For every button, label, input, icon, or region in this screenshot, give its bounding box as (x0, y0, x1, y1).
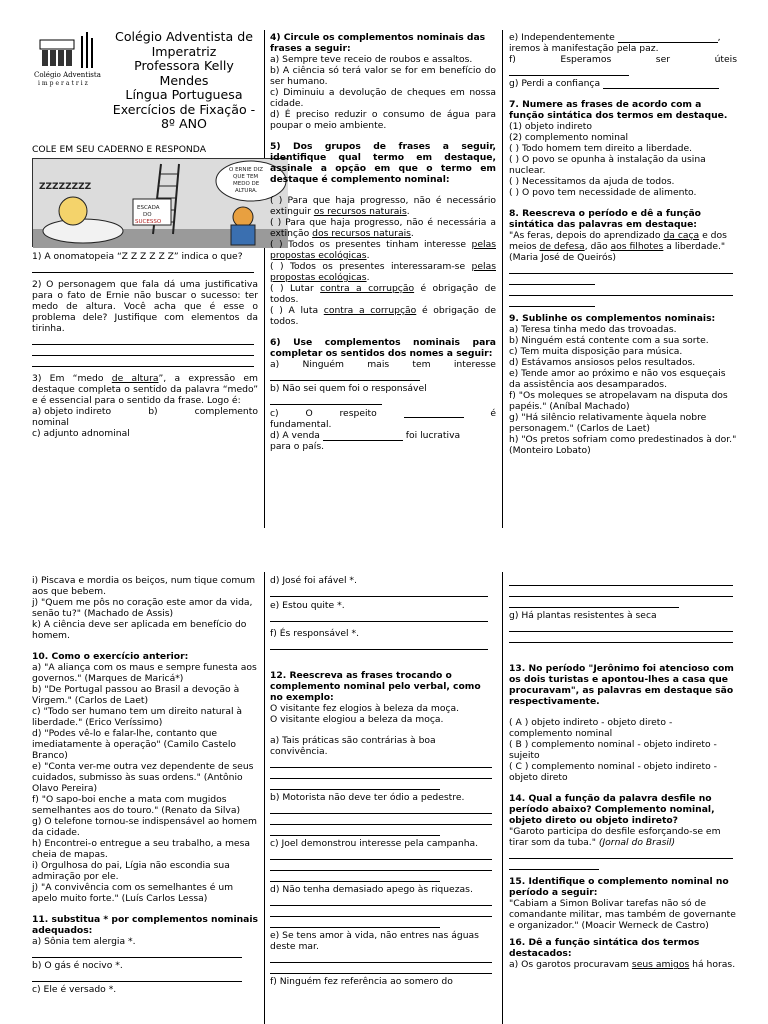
answer-blank[interactable] (509, 859, 599, 870)
question-10-item: g) O telefone tornou-se indispensável ao homem da cidade. (32, 816, 257, 838)
column-divider-top-1 (264, 30, 265, 528)
question-7-item[interactable]: ( ) Todo homem tem direito a liberdade. (509, 143, 693, 154)
question-13-option[interactable]: ( C ) complemento nominal - objeto indireto - objeto direto (509, 761, 717, 783)
answer-blank[interactable] (618, 33, 718, 43)
answer-line[interactable] (509, 586, 733, 597)
answer-line[interactable] (32, 334, 254, 345)
question-12-example: O visitante elogiou a beleza da moça. (270, 714, 444, 725)
answer-line[interactable] (32, 947, 242, 958)
item-e-cont: iremos à manifestação pela paz. (509, 43, 659, 54)
answer-line[interactable] (270, 757, 492, 768)
answer-blank[interactable] (270, 825, 440, 836)
school-header (32, 30, 258, 132)
question-3-options (32, 406, 258, 417)
option-a[interactable]: a) objeto indireto (32, 405, 112, 417)
answer-line[interactable] (270, 952, 492, 963)
column-top-right (509, 32, 737, 528)
question-10-item: j) "A convivência com os semelhantes é um apelo muito forte." (Luís Carlos Lessa) (32, 882, 234, 904)
question-10-item: b) "De Portugal passou ao Brasil a devoção à Virgem." (Carlos de Laet) (32, 684, 240, 706)
svg-text:Colégio Adventista: Colégio Adventista (34, 71, 101, 79)
answer-blank[interactable] (509, 274, 595, 285)
question-15-title: 15. Identifique o complemento nominal no período a seguir: (509, 876, 729, 898)
question-4-item: c) Diminuiu a devolução de cheques em nossa cidade. (270, 87, 496, 109)
question-9-item: d) Estávamos ansiosos pelos resultados. (509, 357, 696, 368)
question-7-item: (2) complemento nominal (509, 132, 629, 143)
question-5-option[interactable]: ( ) Para que haja progresso, não é necessário extinguir os recursos naturais. (270, 195, 496, 217)
item-g: g) Há plantas resistentes à seca (509, 610, 657, 621)
question-2: 2) O personagem que fala dá uma justificativa para o fato de Ernie não buscar o sucesso: ter medo de altura. Você acha que é esse o problema dele? Justifique com elementos da tirinha. (32, 278, 258, 334)
question-11-c: c) Ele é versado *. (32, 984, 117, 995)
question-10-title: 10. Como o exercício anterior: (32, 651, 189, 662)
question-6-b: b) Não sei quem foi o responsável (270, 383, 427, 394)
list-item: j) "Quem me pôs no coração este amor da vida, senão tu?" (Machado de Assis) (32, 597, 253, 619)
answer-blank[interactable] (270, 871, 440, 882)
item-e: e) Independentemente , (509, 32, 721, 43)
question-11-b: b) O gás é nocivo *. (32, 960, 123, 971)
question-7-item[interactable]: ( ) O povo tem necessidade de alimento. (509, 187, 697, 198)
answer-blank[interactable] (270, 394, 382, 405)
answer-line[interactable] (270, 860, 492, 871)
column-bottom-middle (270, 575, 496, 1024)
question-9-title: 9. Sublinhe os complementos nominais: (509, 313, 716, 324)
list-item: i) Piscava e mordia os beiços, num tique comum aos que bebem. (32, 575, 256, 597)
svg-text:QUE TEM: QUE TEM (233, 173, 259, 180)
question-1: 1) A onomatopeia “Z Z Z Z Z Z” indica o que? (32, 250, 243, 262)
answer-line[interactable] (270, 586, 488, 597)
question-6-d: d) A venda foi lucrativa (270, 430, 461, 441)
question-7-item: (1) objeto indireto (509, 121, 592, 132)
question-12-c: c) Joel demonstrou interesse pela campanha. (270, 838, 479, 849)
title-line: Exercícios de Fixação - (112, 101, 256, 117)
option-b-label[interactable]: b) (148, 405, 158, 417)
school-logo (32, 30, 108, 88)
question-4-title: 4) Circule os complementos nominais das frases a seguir: (270, 32, 486, 54)
question-13-option[interactable]: ( A ) objeto indireto - objeto direto - complemento nominal (509, 717, 673, 739)
question-6-d-cont: para o país. (270, 441, 325, 452)
question-7-item[interactable]: ( ) Necessitamos da ajuda de todos. (509, 176, 675, 187)
question-10-item: f) "O sapo-boi enche a mata com mugidos semelhantes aos do touro." (Renato da Silva) (32, 794, 241, 816)
svg-text:DO: DO (143, 211, 152, 218)
answer-line[interactable] (270, 849, 492, 860)
svg-text:O ERNIE DIZ: O ERNIE DIZ (229, 166, 263, 173)
question-10-item: a) "A aliança com os maus e sempre funesta aos governos." (Marques de Maricá*) (32, 662, 257, 684)
question-4-item: b) A ciência só terá valor se for em benefício do ser humano. (270, 65, 496, 87)
item-f: f) És responsável *. (270, 628, 360, 639)
svg-text:imperatriz: imperatriz (38, 80, 90, 87)
option-b-text: complemento (194, 405, 258, 417)
answer-line[interactable] (270, 611, 488, 622)
title-line: Mendes (159, 72, 209, 88)
column-divider-bottom-1 (264, 572, 265, 1024)
answer-line[interactable] (509, 632, 733, 643)
question-9-item: c) Tem muita disposição para música. (509, 346, 683, 357)
question-6-title: 6) Use complementos nominais para completar os sentidos dos nomes a seguir: (270, 337, 496, 359)
question-5-option[interactable]: ( ) Todos os presentes tinham interesse pelas propostas ecológicas. (270, 239, 496, 261)
column-top-left (32, 29, 263, 530)
question-12-d: d) Não tenha demasiado apego às riquezas. (270, 884, 473, 895)
title-line: Colégio Adventista de (115, 29, 253, 44)
question-6-c-cont: fundamental. (270, 419, 332, 430)
option-c[interactable]: c) adjunto adnominal (32, 427, 130, 439)
question-10-item: d) "Podes vê-lo e falar-lhe, contanto que imediatamente à operação" (Camilo Castelo Branco) (32, 728, 237, 761)
question-4-item: a) Sempre teve receio de roubos e assaltos. (270, 54, 473, 65)
answer-line[interactable] (509, 285, 733, 296)
question-12-b: b) Motorista não deve ter ódio a pedestre. (270, 792, 465, 803)
item-f: f) Esperamos ser úteis (509, 54, 737, 65)
answer-line[interactable] (509, 575, 733, 586)
title-line: Professora Kelly (134, 58, 234, 73)
title-line: Língua Portuguesa (125, 87, 243, 102)
question-16-a: a) Os garotos procuravam seus amigos há horas. (509, 959, 736, 970)
question-8-title: 8. Reescreva o período e dê a função sintática das palavras em destaque: (509, 208, 701, 230)
question-10-item: e) "Conta ver-me outra vez dependente de seus cuidados, submisso às suas ordens." (Antônio Olavo Pereira) (32, 761, 254, 794)
option-b-cont: nominal (32, 416, 69, 428)
column-top-middle (270, 32, 496, 528)
question-7-title: 7. Numere as frases de acordo com a função sintática dos termos em destaque. (509, 99, 728, 121)
list-item: k) A ciência deve ser aplicada em benefício do homem. (32, 619, 247, 641)
answer-line[interactable] (509, 848, 733, 859)
svg-text:ZZZZZZZZ: ZZZZZZZZ (39, 181, 92, 192)
question-6-a: a) Ninguém mais tem interesse (270, 359, 496, 370)
answer-blank[interactable] (323, 431, 403, 441)
answer-line[interactable] (270, 895, 492, 906)
answer-line[interactable] (270, 963, 492, 974)
question-12-a: a) Tais práticas são contrárias à boa convivência. (270, 735, 436, 757)
question-12-f: f) Ninguém fez referência ao somero do (270, 976, 453, 987)
answer-line[interactable] (32, 262, 254, 273)
question-8-text: "As feras, depois do aprendizado da caça e dos meios de defesa, dão aos filhotes a liberdade." (Maria José de Queirós) (509, 230, 727, 263)
answer-blank[interactable] (603, 79, 719, 89)
svg-text:ALTURA.: ALTURA. (235, 187, 258, 194)
answer-blank[interactable] (509, 597, 679, 608)
question-7-item[interactable]: ( ) O povo se opunha à instalação da usina nuclear. (509, 154, 706, 176)
question-6-c: c) O respeito é (270, 408, 496, 419)
question-3: 3) Em “medo de altura”, a expressão em destaque completa o sentido da palavra “medo” e é essencial para o sentido da frase. Logo é: (32, 372, 259, 406)
answer-line[interactable] (509, 263, 733, 274)
question-13-title: 13. No período "Jerônimo foi atencioso com os dois turistas e apontou-lhes a casa que procuravam", as palavras em destaque são respectivamente. (509, 663, 734, 707)
question-14-text: "Garoto participa do desfile esforçando-se em tirar som da tuba." (Jornal do Brasil) (509, 826, 721, 848)
question-12-e: e) Se tens amor à vida, não entres nas águas deste mar. (270, 930, 479, 952)
svg-text:ESCADA: ESCADA (137, 204, 160, 211)
title-line: Imperatriz (151, 43, 217, 59)
question-5-option[interactable]: ( ) Para que haja progresso, não é necessária a extinção dos recursos naturais. (270, 217, 496, 239)
answer-blank[interactable] (270, 917, 440, 928)
comic-strip (32, 158, 287, 247)
item-d: d) José foi afável *. (270, 575, 357, 586)
column-bottom-right (509, 575, 737, 1024)
answer-blank[interactable] (509, 296, 595, 307)
question-13-option[interactable]: ( B ) complemento nominal - objeto indireto - sujeito (509, 739, 717, 761)
answer-blank[interactable] (509, 66, 629, 76)
question-16-title: 16. Dê a função sintática dos termos destacados: (509, 937, 700, 959)
question-12-title: 12. Reescreva as frases trocando o complemento nominal pelo verbal, como no exemplo: (270, 670, 481, 703)
title-line: 8º ANO (161, 116, 207, 131)
question-14-title: 14. Qual a função da palavra desfile no período abaixo? Complemento nominal, objeto direto ou objeto indireto? (509, 793, 715, 826)
question-5-option[interactable]: ( ) Lutar contra a corrupção é obrigação de todos. (270, 283, 496, 305)
answer-blank[interactable] (270, 370, 420, 381)
svg-text:SUCESSO: SUCESSO (135, 218, 162, 225)
answer-line[interactable] (270, 906, 492, 917)
question-9-item: g) "Há silêncio relativamente àquela nobre personagem." (Carlos de Laet) (509, 412, 707, 434)
question-10-item: i) Orgulhosa do pai, Lígia não escondia sua admiração por ele. (32, 860, 230, 882)
column-bottom-left (32, 575, 258, 1024)
item-g: g) Perdi a confiança (509, 78, 737, 89)
answer-line[interactable] (270, 768, 492, 779)
question-15-text: "Cabiam a Simon Bolivar tarefas não só de comandante militar, mas também de governante e organizador." (Moacir Werneck de Castro) (509, 898, 736, 931)
answer-line[interactable] (32, 356, 254, 367)
school-title (110, 30, 258, 132)
question-9-item: e) Tende amor ao próximo e não vos esqueçais da assistência aos desamparados. (509, 368, 726, 390)
question-10-item: h) Encontrei-o entregue a seu trabalho, a mesa cheia de mapas. (32, 838, 251, 860)
answer-line[interactable] (270, 639, 488, 650)
question-9-item: b) Ninguém está contente com a sua sorte. (509, 335, 709, 346)
question-5-title: 5) Dos grupos de frases a seguir, identifique qual termo em destaque, assinale a opção em que o termo em destaque é complemento nominal: (270, 141, 496, 185)
answer-line[interactable] (32, 971, 242, 982)
answer-line[interactable] (270, 803, 492, 814)
question-5-option[interactable]: ( ) A luta contra a corrupção é obrigação de todos. (270, 305, 496, 327)
answer-blank[interactable] (404, 408, 464, 418)
answer-line[interactable] (509, 621, 733, 632)
question-9-item: h) "Os pretos sofriam como predestinados à dor." (Monteiro Lobato) (509, 434, 737, 456)
question-11-title: 11. substitua * por complementos nominais adequados: (32, 914, 258, 936)
question-9-item: a) Teresa tinha medo das trovoadas. (509, 324, 677, 335)
question-9-item: f) "Os moleques se atropelavam na disputa dos papéis." (Aníbal Machado) (509, 390, 728, 412)
answer-line[interactable] (270, 814, 492, 825)
answer-line[interactable] (32, 345, 254, 356)
question-11-a: a) Sônia tem alergia *. (32, 936, 136, 947)
instructions: COLE EM SEU CADERNO E RESPONDA (32, 143, 207, 155)
question-12-example: O visitante fez elogios à beleza da moça. (270, 703, 460, 714)
question-4-item: d) É preciso reduzir o consumo de água para poupar o meio ambiente. (270, 109, 496, 131)
answer-blank[interactable] (270, 779, 440, 790)
column-divider-bottom-2 (502, 572, 503, 1024)
svg-text:MEDO DE: MEDO DE (233, 180, 260, 187)
item-e: e) Estou quite *. (270, 600, 345, 611)
question-5-option[interactable]: ( ) Todos os presentes interessaram-se pelas propostas ecológicas. (270, 261, 496, 283)
question-10-item: c) "Todo ser humano tem um direito natural à liberdade." (Erico Veríssimo) (32, 706, 243, 728)
column-divider-top-2 (502, 30, 503, 528)
